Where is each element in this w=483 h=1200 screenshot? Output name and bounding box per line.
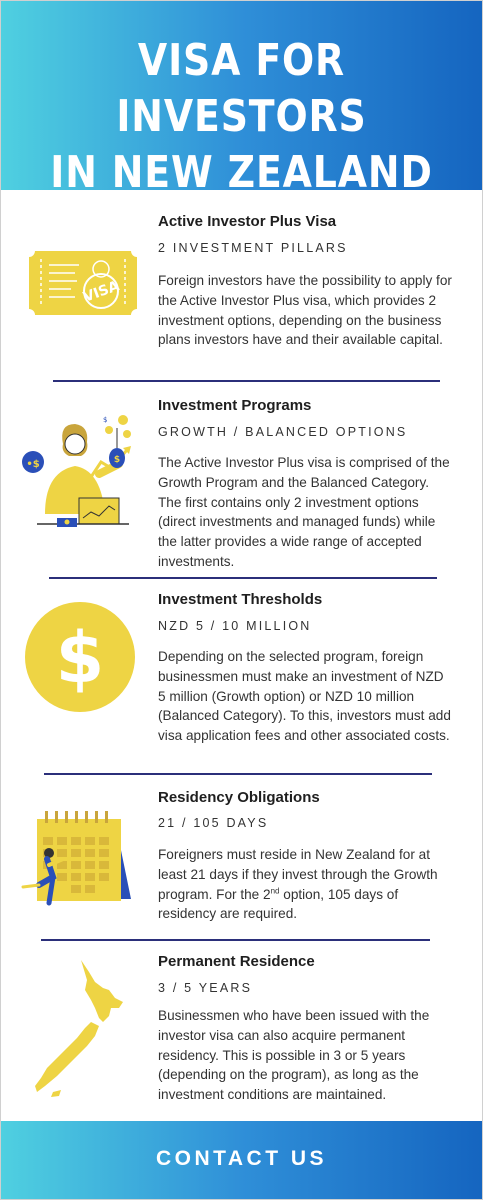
investor-growth-icon (19, 414, 149, 539)
section-title: Active Investor Plus Visa (158, 213, 337, 230)
section-subtitle: 3 / 5 YEARS (158, 981, 253, 995)
section-title: Investment Thresholds (158, 591, 323, 608)
section-title: Residency Obligations (158, 789, 320, 806)
page-title (35, 33, 449, 201)
section-divider (53, 380, 440, 382)
footer-banner (1, 1121, 482, 1200)
body-text-post: option, 105 days of residency are required. (158, 886, 399, 922)
calendar-icon (19, 811, 131, 916)
visa-ticket-icon (29, 251, 137, 320)
dollar-coin-icon (25, 602, 135, 717)
title-line-2: IN NEW ZEALAND (50, 147, 433, 198)
section-subtitle: GROWTH / BALANCED OPTIONS (158, 425, 408, 439)
new-zealand-map-icon (33, 958, 133, 1103)
section-divider (44, 773, 432, 775)
ordinal-suffix: nd (270, 886, 280, 896)
section-title: Permanent Residence (158, 953, 315, 970)
section-title: Investment Programs (158, 397, 312, 414)
title-line-1: VISA FOR INVESTORS (116, 35, 367, 142)
section-body: Foreign investors have the possibility to apply for the Active Investor Plus visa, which provides 2 investment options, depending on the business plans investors have and their available capital. (158, 273, 452, 348)
header-banner (1, 1, 482, 198)
svg-text:$: $ (113, 455, 121, 465)
svg-text:•$: •$ (26, 459, 40, 470)
svg-text:$: $ (55, 617, 105, 699)
section-subtitle: 21 / 105 DAYS (158, 816, 269, 830)
section-subtitle: 2 INVESTMENT PILLARS (158, 241, 348, 255)
body-text-pre: Foreigners must reside in New Zealand for at least 21 days if they invest through the Growth program. For the 2 (158, 847, 438, 902)
section-divider (49, 577, 437, 579)
section-body: The Active Investor Plus visa is comprised of the Growth Program and the Balanced Category. The first contains only 2 investment options (direct investments and managed funds) while the latter provides a wide range of accepted investments. (158, 455, 450, 569)
section-body: Depending on the selected program, foreign businessmen must make an investment of NZD 5 million (Growth option) or NZD 10 million (Balanced Category). To this, investors must add visa application fees and other associated costs. (158, 649, 451, 744)
section-body: Businessmen who have been issued with the investor visa can also acquire permanent residency. This is possible in 3 or 5 years (depending on the program), as long as the investment conditions are maintained. (158, 1008, 430, 1103)
visa-stamp-text: VISA (81, 278, 122, 306)
contact-us-button[interactable]: CONTACT US (155, 1147, 328, 1170)
section-divider (41, 939, 430, 941)
section-body (158, 845, 453, 924)
svg-text:$: $ (103, 416, 108, 424)
section-subtitle: NZD 5 / 10 MILLION (158, 619, 312, 633)
